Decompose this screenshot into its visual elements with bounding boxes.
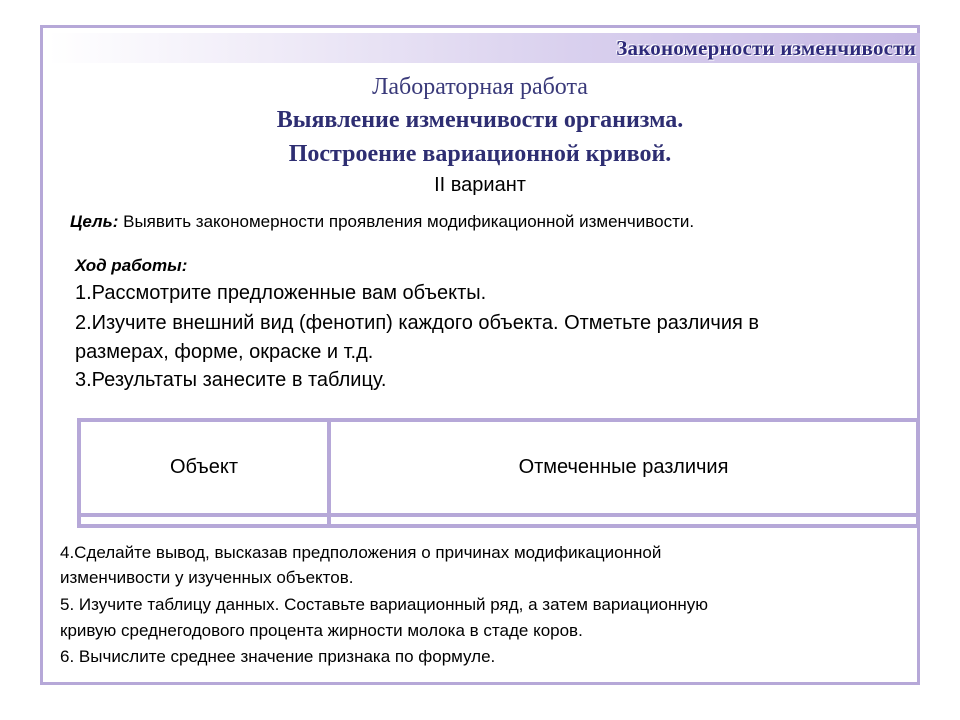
procedure-label: Ход работы: — [75, 256, 188, 275]
lab-title-line2: Построение вариационной кривой. — [288, 141, 672, 167]
table-header-object: Объект — [81, 422, 327, 513]
goal-label: Цель: — [70, 212, 119, 231]
table-header-differences: Отмеченные различия — [331, 422, 916, 513]
step-4-line1: 4.Сделайте вывод, высказав предположения о причинах модификационной — [60, 543, 662, 562]
step-5-line2: кривую среднегодового процента жирности молока в стаде коров. — [60, 621, 583, 640]
table-cell-differences — [331, 517, 916, 524]
procedure-step-2-line1: 2.Изучите внешний вид (фенотип) каждого объекта. Отметьте различия в — [75, 312, 760, 334]
results-table — [77, 418, 920, 528]
table-header-row — [81, 422, 916, 513]
procedure-step-2-line2: размерах, форме, окраске и т.д. — [75, 341, 374, 363]
procedure-step-3: 3.Результаты занесите в таблицу. — [75, 369, 387, 391]
goal-text: Выявить закономерности проявления модификационной изменчивости. — [118, 212, 695, 231]
table-cell-object — [81, 517, 327, 524]
step-5-line1: 5. Изучите таблицу данных. Составьте вариационный ряд, а затем вариационную — [60, 595, 709, 614]
table-row — [81, 517, 916, 524]
slide-header-title: Закономерности изменчивости — [616, 36, 916, 60]
step-6: 6. Вычислите среднее значение признака по формуле. — [60, 647, 496, 666]
procedure-step-1: 1.Рассмотрите предложенные вам объекты. — [75, 282, 487, 304]
lab-title-line1: Выявление изменчивости организма. — [276, 107, 684, 133]
step-4-line2: изменчивости у изученных объектов. — [60, 568, 354, 587]
goal-paragraph — [70, 212, 694, 232]
variant-label: II вариант — [434, 174, 526, 196]
lab-label: Лабораторная работа — [372, 74, 588, 100]
